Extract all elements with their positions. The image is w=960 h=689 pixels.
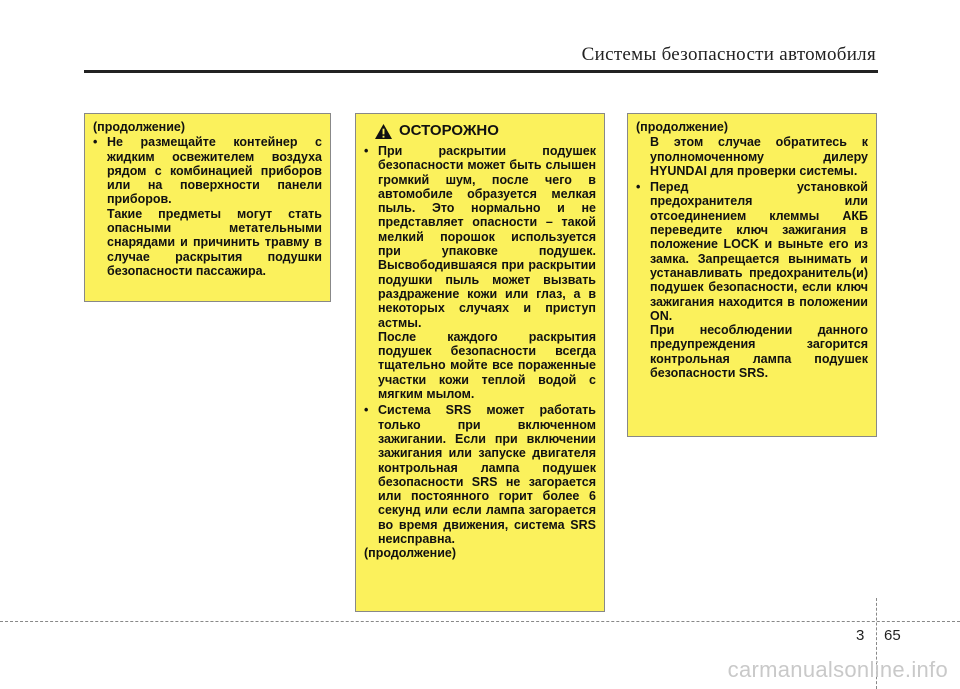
bullet-item <box>364 144 596 330</box>
continued-label: (продолжение) <box>636 120 729 134</box>
info-box-left <box>84 113 331 302</box>
footer-rule <box>0 621 960 622</box>
warning-header <box>374 122 596 140</box>
header-rule <box>84 70 878 73</box>
paragraph: Такие предметы могут стать опасными метательными снарядами и причинить травму в случае раскрытия подушки безопасности пассажира. <box>107 206 322 278</box>
warning-title: ОСТОРОЖНО <box>399 122 499 139</box>
bullet-item <box>364 403 596 546</box>
warning-triangle-icon <box>374 123 393 140</box>
watermark: carmanualsonline.info <box>727 657 948 682</box>
bullet-dot: • <box>364 403 369 418</box>
bullet-dot: • <box>636 180 641 195</box>
bullet-dot: • <box>93 135 98 150</box>
continued-label: (продолжение) <box>364 546 457 561</box>
bullet-text: Перед установкой предохранителя или отсоединением клеммы АКБ переведите ключ зажигания в положение LOCK и выньте его из замка. Запрещается вынимать и устанавливать предохранитель(и) подушек безопасности, если ключ зажигания находится в положении ON. <box>650 180 868 323</box>
chapter-number: 3 <box>856 627 865 644</box>
bullet-text: Не размещайте контейнер с жидким освежителем воздуха рядом с комбинацией приборов или на поверхности панели приборов. <box>107 135 322 207</box>
paragraph: При несоблюдении данного предупреждения загорится контрольная лампа подушек безопасности SRS. <box>650 323 868 381</box>
paragraph: В этом случае обратитесь к уполномоченному дилеру HYUNDAI для проверки системы. <box>650 135 868 178</box>
continued-label: (продолжение) <box>93 120 186 134</box>
bullet-dot: • <box>364 144 369 158</box>
page-header-title: Системы безопасности автомобиля <box>581 44 876 65</box>
page-number: 65 <box>884 627 901 644</box>
bullet-item <box>636 180 868 323</box>
info-box-right <box>627 113 877 437</box>
paragraph: После каждого раскрытия подушек безопасности всегда тщательно мойте все пораженные участки кожи теплой водой с мягким мылом. <box>378 329 596 402</box>
bullet-item <box>93 135 322 206</box>
bullet-text: Система SRS может работать только при включенном зажигании. Если при включении зажигания или запуске двигателя контрольная лампа подушек безопасности SRS не загорается или постоянного горит более 6 секунд или если лампа загорается во время движения, система SRS неисправна. <box>378 403 596 547</box>
warning-box <box>355 113 605 612</box>
bullet-text: При раскрытии подушек безопасности может быть слышен громкий шум, после чего в автомобиле образуется мелкая пыль. Это нормально и не представляет опасности – такой мелкий порошок используется при упаковке подушек. Высвободившаяся при раскрытии подушки пыль может вызвать раздражение кожи или глаз, а в некоторых случаях и приступ астмы. <box>378 144 596 330</box>
